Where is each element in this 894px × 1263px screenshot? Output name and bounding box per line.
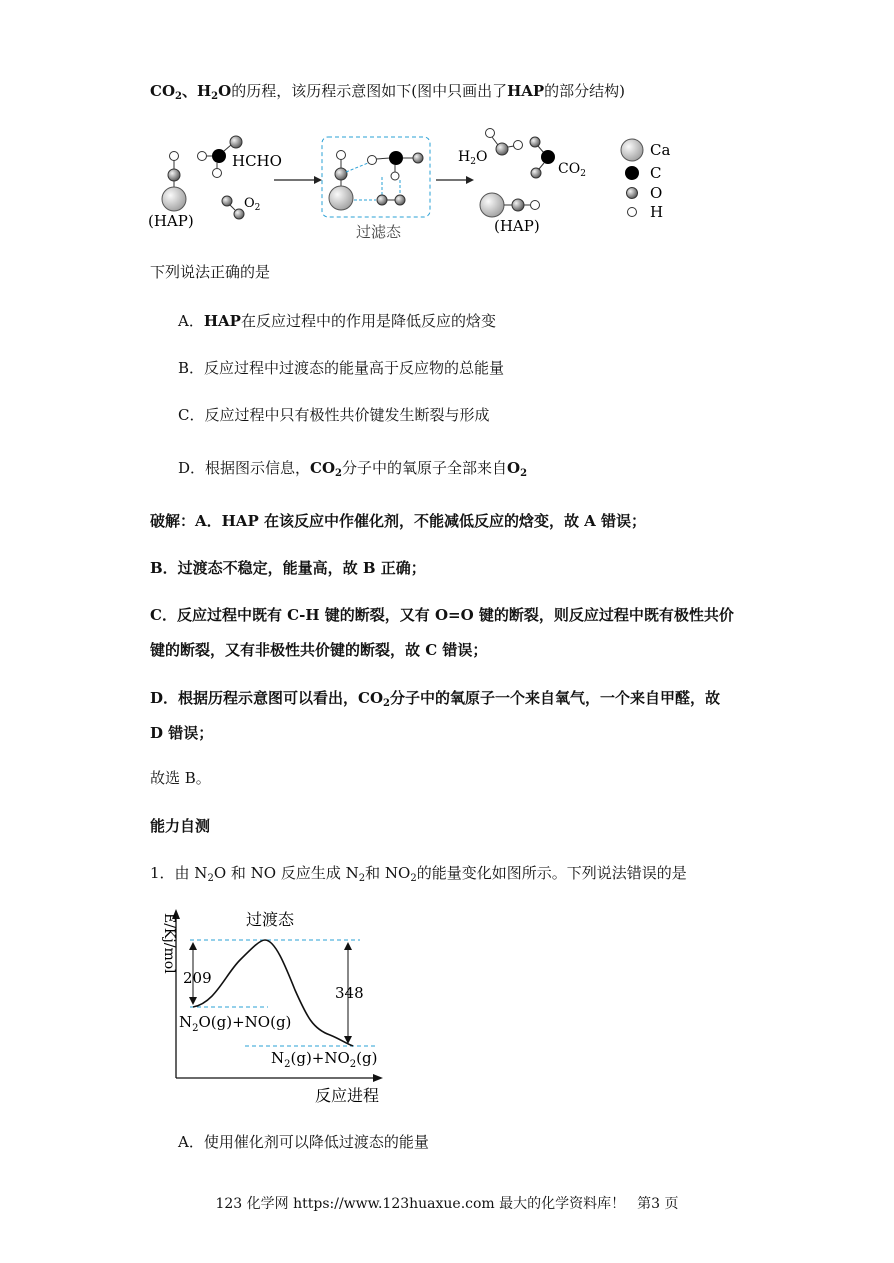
legend-o: O <box>650 184 663 202</box>
o2-label: $O_2$ <box>244 196 261 213</box>
transition-label: 过渡态 <box>246 910 295 929</box>
question-2-option-a: A．使用催化剂可以降低过渡态的能量 <box>178 1133 429 1151</box>
h2o-label: $H_2O$ <box>458 149 488 167</box>
x-axis-label: 反应进程 <box>315 1086 380 1105</box>
reactant-label: $N_2O(g)+NO(g)$ <box>179 1013 292 1034</box>
h-atom <box>391 172 399 180</box>
option-b: B．反应过程中过渡态的能量高于反应物的总能量 <box>178 359 505 377</box>
o-atom <box>234 209 244 219</box>
legend-ca: Ca <box>650 141 671 159</box>
o-atom <box>222 196 232 206</box>
o-atom <box>335 168 347 180</box>
h-atom <box>337 151 346 160</box>
ca-atom <box>329 186 353 210</box>
hap-label-left: (HAP) <box>148 212 194 230</box>
solution-b: B．过渡态不稳定，能量高，故 B 正确； <box>150 559 426 577</box>
solution-choice: 故选 B。 <box>150 769 211 787</box>
solution-c-line2: 键的断裂，又有非极性共价键的断裂，故 C 错误； <box>150 641 488 659</box>
h-atom <box>198 152 207 161</box>
question-2-stem: 1．由 $N_2O$ 和 NO 反应生成 $N_2$和 $NO_2$的能量变化如图所示。下列说法错误的是 <box>150 864 687 884</box>
solution-a: 破解：A．HAP 在该反应中作催化剂，不能减低反应的焓变，故 A 错误； <box>150 512 647 530</box>
solution-c-line1: C．反应过程中既有 C-H 键的断裂，又有 O=O 键的断裂，则反应过程中既有极性共价 <box>150 606 734 624</box>
page-number: 第3 页 <box>637 1196 679 1212</box>
question-stem: 下列说法正确的是 <box>150 263 271 281</box>
transition-state-label: 过滤态 <box>356 223 402 241</box>
h-atom <box>368 156 377 165</box>
c-atom <box>625 166 639 180</box>
y-axis-label: E/Kj/mol <box>161 913 177 974</box>
o-atom <box>413 153 423 163</box>
o-atom <box>496 143 508 155</box>
product-label: $N_2(g)+NO_2(g)$ <box>271 1049 378 1070</box>
solution-d-line2: D 错误； <box>150 724 214 742</box>
ca-atom <box>480 193 504 217</box>
h-atom <box>213 169 222 178</box>
section-heading: 能力自测 <box>150 817 211 835</box>
h-atom <box>486 129 495 138</box>
o-atom <box>168 169 180 181</box>
c-atom <box>541 150 555 164</box>
h-atom <box>628 208 637 217</box>
footer-site: 123 化学网 https://www.123huaxue.com 最大的化学资料库！ <box>215 1196 626 1212</box>
page-footer <box>0 1193 894 1213</box>
co2-formula: CO <box>150 82 176 100</box>
hap-label-right: (HAP) <box>494 217 540 235</box>
co2-label: $CO_2$ <box>558 161 586 179</box>
option-c: C．反应过程中只有极性共价键发生断裂与形成 <box>178 406 490 424</box>
label-209: 209 <box>183 969 212 987</box>
energy-diagram <box>145 905 405 1110</box>
o-atom <box>531 168 541 178</box>
legend-c: C <box>650 164 662 182</box>
o-atom <box>230 136 242 148</box>
hcho-label: HCHO <box>232 152 282 170</box>
intro-line: $CO_2$、$H_2O$的历程，该历程示意图如下(图中只画出了HAP的部分结构) <box>150 82 626 102</box>
h-atom <box>531 201 540 210</box>
o-atom <box>530 137 540 147</box>
h-atom <box>514 141 523 150</box>
o-atom <box>627 188 638 199</box>
option-a: A．HAP在反应过程中的作用是降低反应的焓变 <box>178 312 496 330</box>
mechanism-diagram <box>140 125 700 250</box>
c-atom <box>212 149 226 163</box>
o-atom <box>512 199 524 211</box>
o-atom <box>395 195 405 205</box>
ca-atom <box>162 187 186 211</box>
legend-h: H <box>650 203 664 221</box>
option-d: D．根据图示信息，$CO_2$分子中的氧原子全部来自$O_2$ <box>178 459 528 479</box>
label-348: 348 <box>335 984 364 1002</box>
solution-d-line1: D．根据历程示意图可以看出，$CO_2$分子中的氧原子一个来自氧气，一个来自甲醛，故 <box>150 689 720 709</box>
ca-atom <box>621 139 643 161</box>
o-atom <box>377 195 387 205</box>
c-atom <box>389 151 403 165</box>
h-atom <box>170 152 179 161</box>
